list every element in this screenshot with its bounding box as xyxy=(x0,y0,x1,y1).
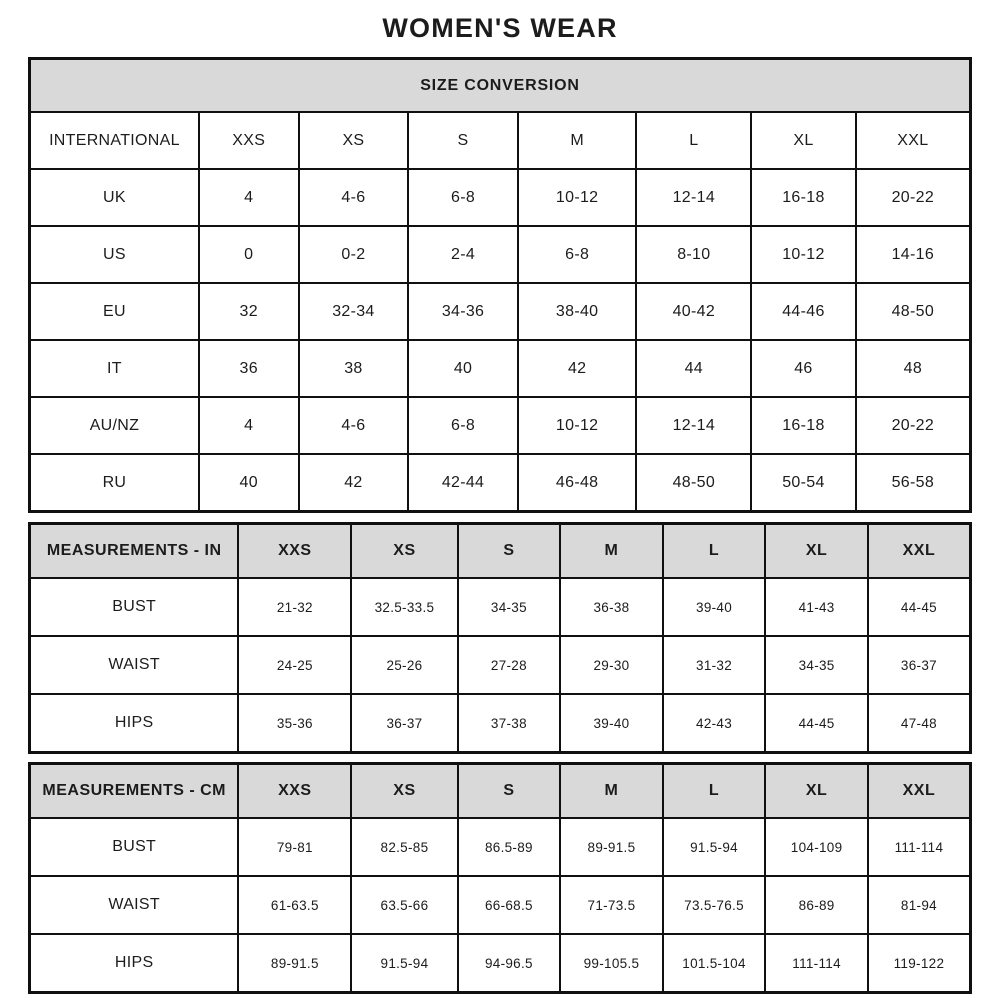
table-cell: 44-46 xyxy=(751,283,855,340)
table-cell: 8-10 xyxy=(636,226,751,283)
table-row xyxy=(30,876,971,934)
table-cell: 46 xyxy=(751,340,855,397)
table-cell: 34-36 xyxy=(408,283,518,340)
column-header: MEASUREMENTS - CM xyxy=(30,764,239,819)
table-cell: 42-44 xyxy=(408,454,518,512)
table-cell: 104-109 xyxy=(765,818,868,876)
column-header: S xyxy=(458,764,561,819)
table-row xyxy=(30,340,971,397)
column-header: XS xyxy=(351,764,457,819)
column-header: XL xyxy=(751,112,855,169)
column-header: XXS xyxy=(238,764,351,819)
table-cell: 111-114 xyxy=(765,934,868,993)
table-cell: 38 xyxy=(299,340,409,397)
table-cell: 4 xyxy=(199,169,299,226)
column-header: XS xyxy=(351,524,457,579)
table-cell: 63.5-66 xyxy=(351,876,457,934)
table-cell: 6-8 xyxy=(518,226,637,283)
table-row xyxy=(30,283,971,340)
table-cell: 36-37 xyxy=(351,694,457,753)
table-row xyxy=(30,454,971,512)
table-cell: 10-12 xyxy=(751,226,855,283)
table-cell: 71-73.5 xyxy=(560,876,663,934)
table-cell: 10-12 xyxy=(518,169,637,226)
table-row xyxy=(30,397,971,454)
table-cell: 38-40 xyxy=(518,283,637,340)
measurements-in-table xyxy=(28,522,972,754)
table-cell: 24-25 xyxy=(238,636,351,694)
column-header: XXL xyxy=(868,524,971,579)
table-cell: 86.5-89 xyxy=(458,818,561,876)
column-header: XL xyxy=(765,524,868,579)
column-header: M xyxy=(518,112,637,169)
table-cell: 6-8 xyxy=(408,169,518,226)
column-header: XXL xyxy=(856,112,971,169)
table-row xyxy=(30,169,971,226)
column-header: XXS xyxy=(199,112,299,169)
table-caption-row xyxy=(30,59,971,113)
table-cell: 47-48 xyxy=(868,694,971,753)
row-label: IT xyxy=(30,340,199,397)
measurements-cm-table xyxy=(28,762,972,994)
table-cell: 44 xyxy=(636,340,751,397)
column-header: XXS xyxy=(238,524,351,579)
table-cell: 32.5-33.5 xyxy=(351,578,457,636)
table-cell: 48 xyxy=(856,340,971,397)
column-header: L xyxy=(636,112,751,169)
table-cell: 32 xyxy=(199,283,299,340)
table-cell: 111-114 xyxy=(868,818,971,876)
table-cell: 36-37 xyxy=(868,636,971,694)
row-label: US xyxy=(30,226,199,283)
table-cell: 42 xyxy=(518,340,637,397)
table-cell: 4-6 xyxy=(299,397,409,454)
table-cell: 36 xyxy=(199,340,299,397)
table-cell: 61-63.5 xyxy=(238,876,351,934)
table-cell: 44-45 xyxy=(765,694,868,753)
table-cell: 48-50 xyxy=(636,454,751,512)
row-label: HIPS xyxy=(30,694,239,753)
table-cell: 16-18 xyxy=(751,169,855,226)
table-cell: 34-35 xyxy=(458,578,561,636)
table-cell: 40 xyxy=(408,340,518,397)
table-cell: 82.5-85 xyxy=(351,818,457,876)
size-conversion-title: SIZE CONVERSION xyxy=(30,59,971,113)
table-row xyxy=(30,226,971,283)
column-header: XL xyxy=(765,764,868,819)
column-header: MEASUREMENTS - IN xyxy=(30,524,239,579)
table-cell: 50-54 xyxy=(751,454,855,512)
table-cell: 32-34 xyxy=(299,283,409,340)
table-cell: 20-22 xyxy=(856,397,971,454)
table-row xyxy=(30,818,971,876)
row-label: BUST xyxy=(30,578,239,636)
table-cell: 91.5-94 xyxy=(351,934,457,993)
row-label: WAIST xyxy=(30,636,239,694)
table-cell: 12-14 xyxy=(636,169,751,226)
table-cell: 39-40 xyxy=(560,694,663,753)
table-cell: 27-28 xyxy=(458,636,561,694)
table-cell: 16-18 xyxy=(751,397,855,454)
table-cell: 0 xyxy=(199,226,299,283)
column-header: L xyxy=(663,764,766,819)
table-cell: 35-36 xyxy=(238,694,351,753)
row-label: BUST xyxy=(30,818,239,876)
table-cell: 89-91.5 xyxy=(238,934,351,993)
table-cell: 12-14 xyxy=(636,397,751,454)
table-cell: 48-50 xyxy=(856,283,971,340)
table-cell: 2-4 xyxy=(408,226,518,283)
table-cell: 25-26 xyxy=(351,636,457,694)
column-header: XS xyxy=(299,112,409,169)
column-header: S xyxy=(408,112,518,169)
row-label: WAIST xyxy=(30,876,239,934)
table-header-row xyxy=(30,764,971,819)
row-label: HIPS xyxy=(30,934,239,993)
table-cell: 119-122 xyxy=(868,934,971,993)
table-row xyxy=(30,694,971,753)
column-header: M xyxy=(560,764,663,819)
row-label: EU xyxy=(30,283,199,340)
table-cell: 89-91.5 xyxy=(560,818,663,876)
table-cell: 79-81 xyxy=(238,818,351,876)
table-cell: 4 xyxy=(199,397,299,454)
table-cell: 94-96.5 xyxy=(458,934,561,993)
table-cell: 10-12 xyxy=(518,397,637,454)
row-label: UK xyxy=(30,169,199,226)
column-header: M xyxy=(560,524,663,579)
table-cell: 73.5-76.5 xyxy=(663,876,766,934)
row-label: AU/NZ xyxy=(30,397,199,454)
table-cell: 6-8 xyxy=(408,397,518,454)
column-header: L xyxy=(663,524,766,579)
row-label: RU xyxy=(30,454,199,512)
table-cell: 40-42 xyxy=(636,283,751,340)
table-cell: 34-35 xyxy=(765,636,868,694)
table-row xyxy=(30,934,971,993)
table-cell: 29-30 xyxy=(560,636,663,694)
table-row xyxy=(30,636,971,694)
table-cell: 37-38 xyxy=(458,694,561,753)
table-cell: 20-22 xyxy=(856,169,971,226)
size-conversion-table xyxy=(28,57,972,513)
table-cell: 46-48 xyxy=(518,454,637,512)
table-row xyxy=(30,578,971,636)
table-cell: 86-89 xyxy=(765,876,868,934)
table-cell: 44-45 xyxy=(868,578,971,636)
table-cell: 56-58 xyxy=(856,454,971,512)
column-header: XXL xyxy=(868,764,971,819)
table-cell: 21-32 xyxy=(238,578,351,636)
table-cell: 39-40 xyxy=(663,578,766,636)
size-guide-page xyxy=(28,0,972,994)
table-cell: 99-105.5 xyxy=(560,934,663,993)
column-header: S xyxy=(458,524,561,579)
column-header: INTERNATIONAL xyxy=(30,112,199,169)
page-title: WOMEN'S WEAR xyxy=(382,13,618,43)
table-cell: 42 xyxy=(299,454,409,512)
table-cell: 4-6 xyxy=(299,169,409,226)
table-header-row xyxy=(30,112,971,169)
table-cell: 0-2 xyxy=(299,226,409,283)
table-cell: 14-16 xyxy=(856,226,971,283)
table-header-row xyxy=(30,524,971,579)
table-cell: 40 xyxy=(199,454,299,512)
table-cell: 42-43 xyxy=(663,694,766,753)
table-cell: 81-94 xyxy=(868,876,971,934)
table-cell: 66-68.5 xyxy=(458,876,561,934)
table-cell: 91.5-94 xyxy=(663,818,766,876)
table-cell: 31-32 xyxy=(663,636,766,694)
table-cell: 41-43 xyxy=(765,578,868,636)
table-cell: 101.5-104 xyxy=(663,934,766,993)
table-cell: 36-38 xyxy=(560,578,663,636)
